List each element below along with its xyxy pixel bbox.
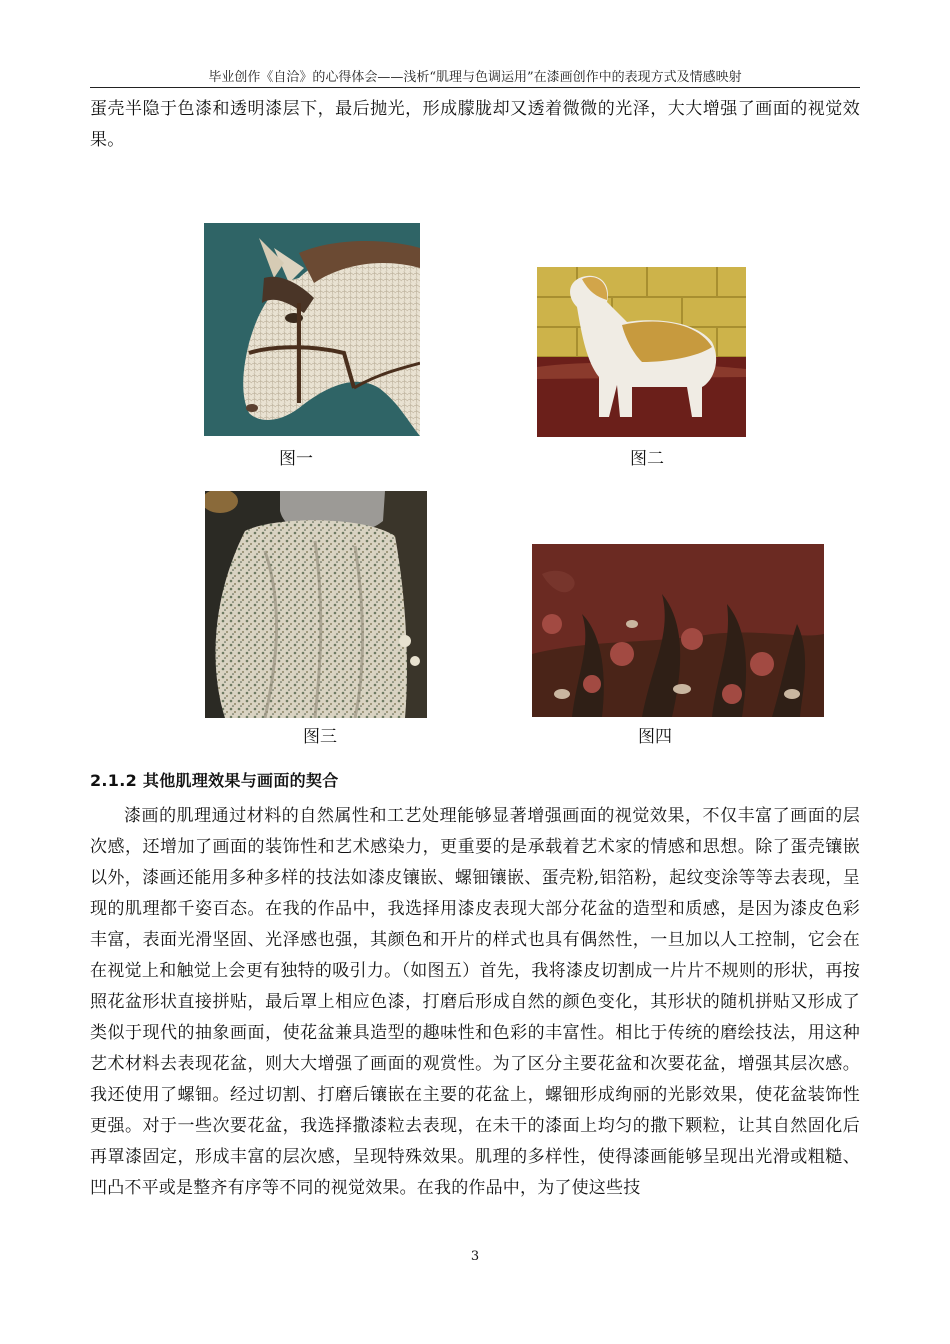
page-number: 3 — [470, 1249, 480, 1264]
figure-3-caption: 图三 — [303, 727, 337, 747]
figure-4-caption: 图四 — [638, 727, 672, 747]
figure-1-caption: 图一 — [279, 449, 313, 469]
section-heading: 2.1.2 其他肌理效果与画面的契合 — [90, 771, 339, 790]
intro-paragraph: 蛋壳半隐于色漆和透明漆层下，最后抛光，形成朦胧却又透着微微的光泽，大大增强了画面的视觉效果。 — [90, 99, 860, 150]
figure-3-fabric-image — [205, 491, 427, 718]
figure-2-caption: 图二 — [630, 449, 664, 469]
header-rule — [90, 87, 860, 88]
section-body-paragraph: 漆画的肌理通过材料的自然属性和工艺处理能够显著增强画面的视觉效果，不仅丰富了画面的层次感，还增加了画面的装饰性和艺术感染力，更重要的是承载着艺术家的情感和思想。除了蛋壳镶嵌以外，漆画还能用多种多样的技法如漆皮镶嵌、螺钿镶嵌、蛋壳粉,铝箔粉，起纹变涂等等去表现，呈现的肌理都千姿百态。在我的作品中，我选择用漆皮表现大部分花盆的造型和质感，是因为漆皮色彩丰富，表面光滑坚固、光泽感也强，其颜色和开片的样式也具有偶然性，一旦加以人工控制，它会在在视觉上和触觉上会更有独特的吸引力。（如图五）首先，我将漆皮切割成一片片不规则的形状，再按照花盆形状直接拼贴，最后罩上相应色漆，打磨后形成自然的颜色变化，其形状的随机拼贴又形成了类似于现代的抽象画面，使花盆兼具造型的趣味性和色彩的丰富性。相比于传统的磨绘技法，用这种艺术材料去表现花盆，则大大增强了画面的观赏性。为了区分主要花盆和次要花盆，增强其层次感。我还使用了螺钿。经过切割、打磨后镶嵌在主要的花盆上，螺钿形成绚丽的光影效果，使花盆装饰性更强。对于一些次要花盆，我选择撒漆粒去表现，在未干的漆面上均匀的撒下颗粒，让其自然固化后再罩漆固定，形成丰富的层次感，呈现特殊效果。肌理的多样性，使得漆画能够呈现出光滑或粗糙、凹凸不平或是整齐有序等不同的视觉效果。在我的作品中，为了使这些技 — [90, 806, 860, 1198]
figure-1-horse-image — [204, 223, 420, 436]
figure-4-floral-image — [532, 544, 824, 717]
running-header: 毕业创作《自洽》的心得体会——浅析“肌理与色调运用”在漆画创作中的表现方式及情感映射 — [208, 70, 742, 85]
figure-2-dog-image — [537, 267, 746, 437]
